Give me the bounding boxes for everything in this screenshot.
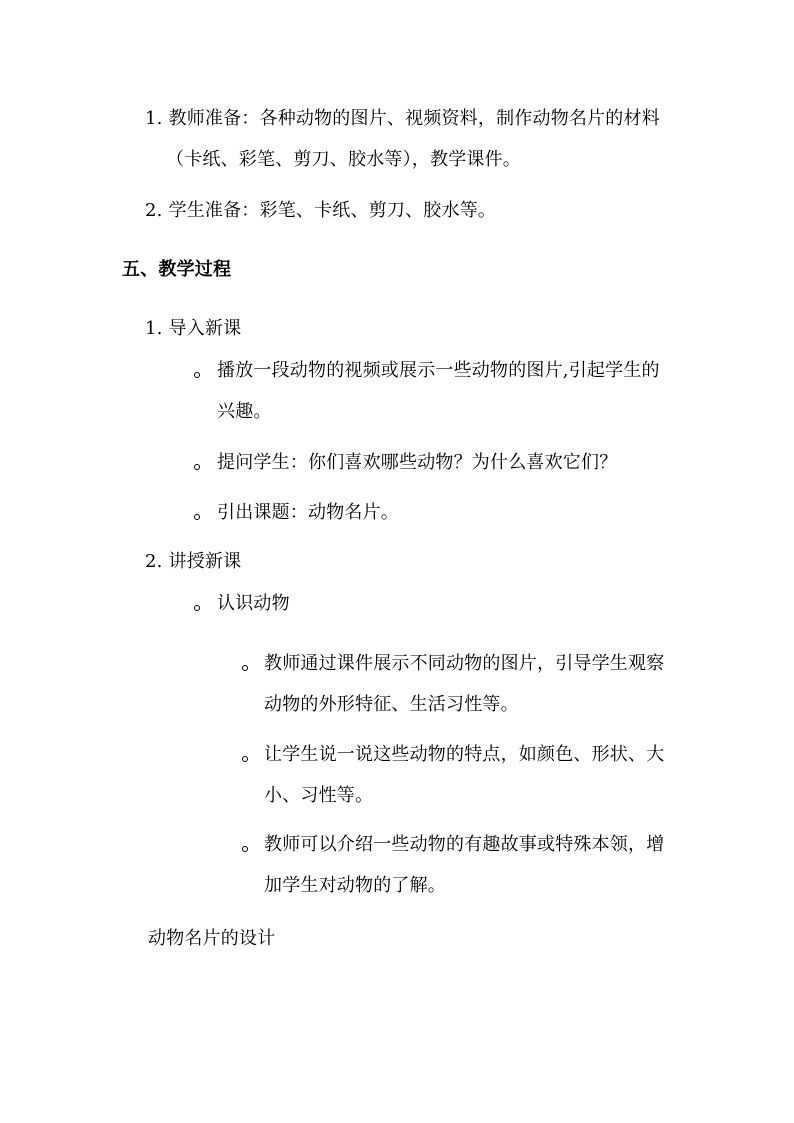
bullet-circle-icon <box>242 665 248 671</box>
step1-item3-line: 引出课题：动物名片。 <box>217 502 399 523</box>
bullet-circle-icon <box>242 846 248 852</box>
prep-student-text: 学生准备：彩笔、卡纸、剪刀、胶水等。 <box>168 200 497 221</box>
step2-sub-item2-line2: 小、习性等。 <box>264 785 374 806</box>
step2-sub-item1-line2: 动物的外形特征、生活习性等。 <box>264 694 519 715</box>
step2-sub-item1-line1: 教师通过课件展示不同动物的图片，引导学生观察 <box>264 653 665 674</box>
step2-sub-item2-line1: 让学生说一说这些动物的特点，如颜色、形状、大 <box>264 744 665 765</box>
bullet-circle-icon <box>194 372 200 378</box>
trailing-subheading: 动物名片的设计 <box>148 928 276 949</box>
prep-teacher-line2: （卡纸、彩笔、剪刀、胶水等），教学课件。 <box>166 149 521 170</box>
bullet-circle-icon <box>242 756 248 762</box>
step1-item1-line2: 兴趣。 <box>217 401 272 422</box>
list-number: 2. <box>145 200 163 221</box>
step1-title: 导入新课 <box>168 318 242 339</box>
step2-sub-item3-line2: 加学生对动物的了解。 <box>264 875 446 896</box>
bullet-circle-icon <box>194 464 200 470</box>
bullet-circle-icon <box>194 514 200 520</box>
step2-sub-item3-line1: 教师可以介绍一些动物的有趣故事或特殊本领，增 <box>264 834 665 855</box>
step1-item2-line: 提问学生：你们喜欢哪些动物？为什么喜欢它们？ <box>217 452 618 473</box>
prep-student-line <box>145 199 496 223</box>
step2-title: 讲授新课 <box>168 551 242 572</box>
list-number: 1. <box>145 108 163 129</box>
section-heading: 五、教学过程 <box>122 259 232 280</box>
prep-teacher-line1 <box>145 107 660 131</box>
step1-item1-line1: 播放一段动物的视频或展示一些动物的图片,引起学生的 <box>217 360 660 381</box>
step2-title-line <box>145 550 241 574</box>
list-number: 1. <box>145 318 163 339</box>
step2-sub-title: 认识动物 <box>217 593 290 614</box>
step1-title-line <box>145 317 241 341</box>
list-number: 2. <box>145 551 163 572</box>
bullet-circle-icon <box>194 605 200 611</box>
prep-teacher-text: 教师准备：各种动物的图片、视频资料，制作动物名片的材料 <box>168 108 660 129</box>
